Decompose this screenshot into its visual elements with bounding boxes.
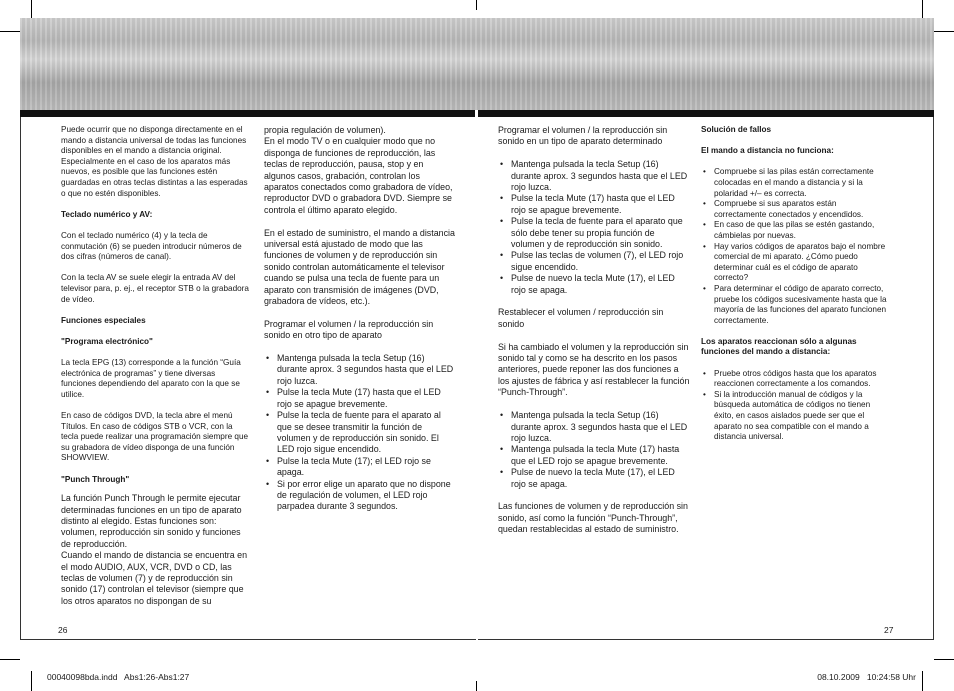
list-item: • Mantenga pulsada la tecla Setup (16) durante aprox. 3 segundos hasta que el LED rojo luzca. xyxy=(264,353,456,387)
paragraph: Con la tecla AV se suele elegir la entrada AV del televisor para, p. ej., el receptor STB o la grabadora de vídeo. xyxy=(61,273,249,304)
bullet-list xyxy=(701,167,891,326)
text: Especialmente en el caso de los aparatos más nuevos, es posible que las funciones estén guardadas en otras teclas distintas a las esperadas o que no estén disponibles. xyxy=(61,156,248,198)
paragraph: Programar el volumen / la reproducción sin sonido en otro tipo de aparato xyxy=(264,318,434,341)
heading: Teclado numérico y AV: xyxy=(61,209,153,219)
crop-mark xyxy=(922,0,923,20)
paragraph: Restablecer el volumen / reproducción sin sonido xyxy=(498,307,664,329)
list-item: • Pulse la tecla Mute (17) hasta que el LED rojo se apague brevemente. xyxy=(498,193,690,216)
crop-mark xyxy=(31,0,32,20)
footer-file-info: 00040098bda.indd Abs1:26-Abs1:27 xyxy=(47,672,190,682)
heading: "Punch Through" xyxy=(61,474,130,484)
header-band xyxy=(20,18,934,110)
list-item: • Mantenga pulsada la tecla Setup (16) durante aprox. 3 segundos hasta que el LED rojo luzca. xyxy=(498,159,690,193)
list-item: • Mantenga pulsada la tecla Mute (17) hasta que el LED rojo se apague brevemente. xyxy=(498,444,690,467)
list-item: • Hay varios códigos de aparatos bajo el nombre comercial de mi aparato. ¿Cómo puedo determinar cuál es el código de aparato correcto? xyxy=(701,242,891,284)
header-rule-right xyxy=(478,110,934,117)
crop-mark xyxy=(31,671,32,691)
text: En el modo TV o en cualquier modo que no disponga de funciones de reproducción, las teclas de reproducción, pausa, stop y en algunos casos, grabación, controlan los aparatos conectados como grabadora de vídeo, reproductor DVD o grabadora DVD. Siempre se controla el último aparato elegido. xyxy=(264,136,453,215)
list-item: • Pulse la tecla Mute (17); el LED rojo se apaga. xyxy=(264,456,456,479)
heading: El mando a distancia no funciona: xyxy=(701,146,834,156)
paragraph: Programar el volumen / la reproducción sin sonido en un tipo de aparato determinado xyxy=(498,125,668,147)
heading: Los aparatos reaccionan sólo a algunas funciones del mando a distancia: xyxy=(701,336,857,357)
crop-mark xyxy=(0,659,20,660)
text: propia regulación de volumen). xyxy=(264,125,386,135)
list-item: • Pulse las teclas de volumen (7), el LED rojo sigue encendido. xyxy=(498,250,690,273)
list-item: • Pruebe otros códigos hasta que los aparatos reaccionen correctamente a los comandos. xyxy=(701,369,891,390)
list-item: • Mantenga pulsada la tecla Setup (16) durante aprox. 3 segundos hasta que el LED rojo luzca. xyxy=(498,410,690,444)
crop-mark xyxy=(476,0,477,10)
heading: Funciones especiales xyxy=(61,315,146,325)
bullet-list xyxy=(498,159,690,296)
crop-mark xyxy=(934,659,954,660)
large-text-block xyxy=(61,493,251,607)
list-item: • Si por error elige un aparato que no dispone de regulación de volumen, el LED rojo parpadea durante 3 segundos. xyxy=(264,479,456,513)
bullet-list xyxy=(498,410,690,490)
heading: "Programa electrónico" xyxy=(61,336,153,346)
paragraph: En el estado de suministro, el mando a distancia universal está ajustado de modo que las funciones de volumen y de reproducción sin sonido controlan automáticamente el televisor cuando se pulsa una tecla de fuente para un aparato con transmisión de imágenes (DVD, grabadora de vídeos, etc.). xyxy=(264,227,455,307)
list-item: • Compruebe si sus aparatos están correctamente conectados y encendidos. xyxy=(701,199,891,220)
paragraph: Si ha cambiado el volumen y la reproducción sin sonido tal y como se ha descrito en los pasos anteriores, puede reponer las dos funciones a los ajustes de fábrica y así restablecer la función “Punch-Through”. xyxy=(498,341,690,398)
list-item: • En caso de que las pilas se estén gastando, cámbielas por nuevas. xyxy=(701,220,891,241)
list-item: • Para determinar el código de aparato correcto, pruebe los códigos sucesivamente hasta que la mayoría de las funciones del aparato funcionen correctamente. xyxy=(701,284,891,326)
heading: Solución de fallos xyxy=(701,125,772,134)
column-1 xyxy=(61,125,251,607)
page-number-right: 27 xyxy=(884,625,894,635)
paragraph: La función Punch Through le permite ejecutar determinadas funciones en un tipo de aparato distinto al elegido. Estas funciones son: volumen, reproducción sin sonido y funciones de reproducción. xyxy=(61,493,242,549)
list-item: • Pulse la tecla de fuente para el aparato que sólo debe tener su propia función de volumen y de reproducción sin sonido. xyxy=(498,216,690,250)
bullet-list xyxy=(701,369,891,443)
footer-date-info: 08.10.2009 10:24:58 Uhr xyxy=(817,672,916,682)
text: Puede ocurrir que no disponga directamente en el mando a distancia universal de todas las funciones disponibles en el mando a distancia original. xyxy=(61,125,247,156)
column-4 xyxy=(701,125,891,453)
paragraph: Cuando el mando de distancia se encuentra en el modo AUDIO, AUX, VCR, DVD o CD, las teclas de volumen (7) y de reproducción sin sonido (17) controlan el televisor (siempre que los otros aparatos no dispongan de su xyxy=(61,550,248,606)
paragraph: En caso de códigos DVD, la tecla abre el menú Títulos. En caso de códigos STB o VCR, con la tecla puede realizar una programación siempre que su grabadora de vídeo disponga de una función SHOWVIEW. xyxy=(61,411,249,463)
header-rule-left xyxy=(20,110,475,117)
column-2 xyxy=(264,125,456,524)
column-3 xyxy=(498,125,690,547)
crop-mark xyxy=(0,31,20,32)
crop-mark xyxy=(476,681,477,691)
paragraph: Las funciones de volumen y de reproducción sin sonido, así como la función “Punch-Through”, quedan restablecidas al estado de suministro. xyxy=(498,501,688,535)
bullet-list xyxy=(264,353,456,513)
list-item: • Compruebe si las pilas están correctamente colocadas en el mando a distancia y si la polaridad +/– es correcta. xyxy=(701,167,891,199)
list-item: • Pulse la tecla Mute (17) hasta que el LED rojo se apague brevemente. xyxy=(264,387,456,410)
page-number-left: 26 xyxy=(58,625,68,635)
crop-mark xyxy=(934,31,954,32)
paragraph: La tecla EPG (13) corresponde a la función “Guía electrónica de programas” y tiene diversas funciones dependiendo del aparato con la que se utilice. xyxy=(61,358,241,399)
list-item: • Pulse la tecla de fuente para el aparato al que se desee transmitir la función de volumen y de reproducción sin sonido. El LED rojo sigue encendido. xyxy=(264,410,456,456)
paragraph xyxy=(61,125,251,199)
list-item: • Pulse de nuevo la tecla Mute (17), el LED rojo se apaga. xyxy=(498,273,690,296)
paragraph: Con el teclado numérico (4) y la tecla de conmutación (6) se pueden introducir números de dos cifras (números de canal). xyxy=(61,230,242,262)
paragraph xyxy=(264,125,456,216)
list-item: • Pulse de nuevo la tecla Mute (17), el LED rojo se apaga. xyxy=(498,467,690,490)
list-item: • Si la introducción manual de códigos y la búsqueda automática de códigos no tienen éxito, en casos aislados puede ser que el aparato no sea compatible con el mando a distancia universal. xyxy=(701,390,891,443)
crop-mark xyxy=(922,671,923,691)
